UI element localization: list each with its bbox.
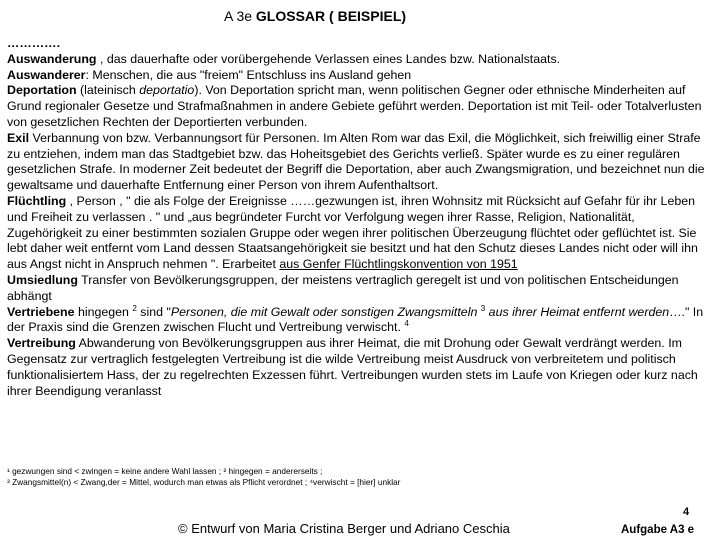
ellipsis-line: ………….	[7, 36, 61, 50]
definition-deportation-latin: deportatio	[139, 83, 195, 98]
term-vertriebene: Vertriebene	[7, 304, 75, 319]
entry-umsiedlung	[7, 273, 713, 305]
entry-auswanderung	[7, 52, 713, 68]
glossary-body	[7, 36, 713, 399]
entry-vertriebene	[7, 305, 713, 337]
definition-fluechtling: , Person , " die als Folge der Ereignisse ……gezwungen ist, ihren Wohnsitz mit Rücksicht auf Gefahr für ihr Leben und Freiheit zu verlassen . " und „aus begründeter Furcht vor Verfolgung wegen ihrer Rasse, Religion, Nationalität, Zugehörigkeit zu einer bestimmten sozialen Gruppe oder wegen ihrer politischen Überzeugung flüchtet oder geflüchtet ist. Sie lebt daher weit entfernt vom Land dessen Staatsangehörigkeit sie besitzt und hat den Schutz dieses Landes nicht oder will ihn aus Angst nicht in Anspruch nehmen ". Erarbeitet	[7, 193, 698, 272]
footnote-ref-3: 3	[480, 303, 486, 313]
footnote-ref-4: 4	[404, 319, 409, 329]
definition-deportation-a: (lateinisch	[76, 83, 140, 98]
term-exil: Exil	[7, 130, 30, 145]
definition-auswanderung: , das dauerhafte oder vorübergehende Verlassen eines Landes bzw. Nationalstaats.	[96, 51, 561, 66]
term-auswanderung: Auswanderung	[7, 51, 97, 66]
definition-vertreibung: Abwanderung von Bevölkerungsgruppen aus ihrer Heimat, die mit Drohung oder Gewalt verdrängt werden. Im Gegensatz zur vertraglich festgelegten Vertreibung ist die wilde Vertreibung meist Ausdruck von verbreitetem und politisch funktionalisiertem Hass, der zu regelrechten Exzessen führt. Vertreibungen wurden stets im Laufe von Kriegen oder kurz nach ihrer Beendigung veranlasst	[7, 336, 698, 398]
term-fluechtling: Flüchtling	[7, 193, 67, 208]
footnotes	[7, 466, 713, 488]
definition-auswanderer: : Menschen, die aus "freiem" Entschluss ins Ausland gehen	[85, 67, 412, 82]
footnote-line-2: ³ Zwangsmittel(n) < Zwang,der = Mittel, wodurch man etwas als Pflicht verordnet ; ⁴verwischt = [hier] unklar	[7, 477, 401, 487]
footnote-ref-2: 2	[132, 303, 137, 313]
entry-exil	[7, 131, 713, 194]
definition-vertriebene-a: hingegen	[74, 304, 133, 319]
page-title	[224, 8, 406, 24]
definition-vertriebene-b: sind "	[136, 304, 171, 319]
definition-deportation-b: ). Von Deportation spricht man, wenn politischen Gegner oder ethnische Minderheiten auf Grund regionaler Gesetze und Strafmaßnahmen in andere Gebiete geführt werden. Deportation ist mit Teil- oder Totalverlusten von gesetzlichen Rechten der Deportierten verbunden.	[7, 83, 702, 129]
definition-vertriebene-c: …." In der Praxis sind die Grenzen zwischen Flucht und Vertreibung verwischt.	[7, 304, 704, 335]
title-text: GLOSSAR ( BEISPIEL)	[255, 8, 407, 24]
genfer-konvention-link[interactable]: aus Genfer Flüchtlingskonvention von 1951	[279, 257, 518, 272]
entry-deportation	[7, 83, 713, 130]
entry-vertreibung	[7, 336, 713, 399]
definition-umsiedlung: Transfer von Bevölkerungsgruppen, der meistens vertraglich geregelt ist und von politischen Entscheidungen abhängt	[7, 272, 679, 303]
title-prefix: A 3e	[224, 8, 256, 24]
term-umsiedlung: Umsiedlung	[7, 272, 78, 287]
definition-vertriebene-quote: Personen, die mit Gewalt oder sonstigen Zwangsmitteln	[170, 304, 481, 319]
entry-auswanderer	[7, 68, 713, 84]
page-number: 4	[683, 506, 690, 518]
definition-exil: Verbannung von bzw. Verbannungsort für Personen. Im Alten Rom war das Exil, die Möglichkeit, sich freiwillig einer Strafe zu entziehen, indem man das Stadtgebiet bzw. das Hoheitsgebiet des Gerichts verließ. Später wurde es zu einer regulären gesetzlichen Strafe. In moderner Zeit bedeutet der Begriff die Deportation, aber auch Zwangsmigration, und bezeichnet nun die gewaltsame und dauerhafte Entfernung einer Person von ihrem Aufenthaltsort.	[7, 130, 705, 193]
definition-vertriebene-quote-b: aus ihrer Heimat entfernt werden	[485, 304, 670, 319]
copyright-note: © Entwurf von Maria Cristina Berger und Adriano Ceschia	[178, 521, 510, 536]
footnote-line-1: ¹ gezwungen sind < zwingen = keine andere Wahl lassen ; ² hingegen = andererseits ;	[7, 466, 323, 476]
entry-fluechtling	[7, 194, 713, 273]
task-label: Aufgabe A3 e	[621, 524, 695, 536]
term-auswanderer: Auswanderer	[7, 67, 86, 82]
term-vertreibung: Vertreibung	[7, 336, 76, 351]
term-deportation: Deportation	[7, 83, 77, 98]
